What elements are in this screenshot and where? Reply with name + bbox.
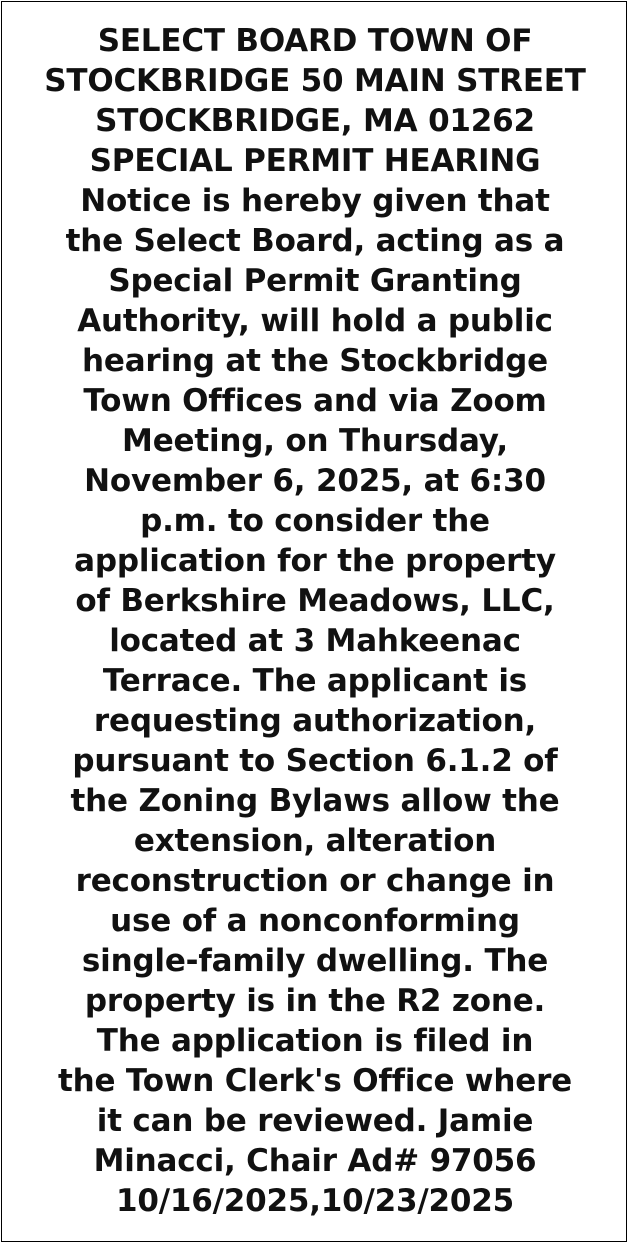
notice-line: Town Offices and via Zoom — [83, 383, 547, 419]
notice-line: Terrace. The applicant is — [102, 663, 528, 699]
notice-line: STOCKBRIDGE, MA 01262 — [95, 103, 535, 139]
notice-line: use of a nonconforming — [110, 903, 520, 939]
notice-line: The application is filed in — [96, 1023, 534, 1059]
notice-line: located at 3 Mahkeenac — [109, 623, 521, 659]
notice-line: Minacci, Chair Ad# 97056 — [93, 1143, 537, 1179]
notice-line: November 6, 2025, at 6:30 — [84, 463, 546, 499]
notice-line: Authority, will hold a public — [77, 303, 553, 339]
notice-line: the Zoning Bylaws allow the — [70, 783, 560, 819]
notice-line: SPECIAL PERMIT HEARING — [89, 143, 541, 179]
notice-line: the Select Board, acting as a — [65, 223, 565, 259]
notice-line: pursuant to Section 6.1.2 of — [72, 743, 558, 779]
notice-line: reconstruction or change in — [75, 863, 555, 899]
notice-line: property is in the R2 zone. — [84, 983, 546, 1019]
notice-line: the Town Clerk's Office where — [58, 1063, 572, 1099]
notice-line: of Berkshire Meadows, LLC, — [75, 583, 555, 619]
notice-line: p.m. to consider the — [140, 503, 490, 539]
notice-line: application for the property — [74, 543, 556, 579]
notice-line: requesting authorization, — [93, 703, 537, 739]
notice-line: Notice is hereby given that — [80, 183, 550, 219]
notice-line: single-family dwelling. The — [81, 943, 549, 979]
notice-line: Special Permit Granting — [108, 263, 522, 299]
notice-line: extension, alteration — [133, 823, 497, 859]
notice-line: hearing at the Stockbridge — [82, 343, 548, 379]
notice-line: Meeting, on Thursday, — [122, 423, 508, 459]
notice-line: SELECT BOARD TOWN OF — [97, 23, 533, 59]
legal-notice — [0, 21, 630, 1221]
notice-line: STOCKBRIDGE 50 MAIN STREET — [44, 63, 586, 99]
notice-line: 10/16/2025,10/23/2025 — [116, 1183, 514, 1219]
notice-line: it can be reviewed. Jamie — [96, 1103, 534, 1139]
